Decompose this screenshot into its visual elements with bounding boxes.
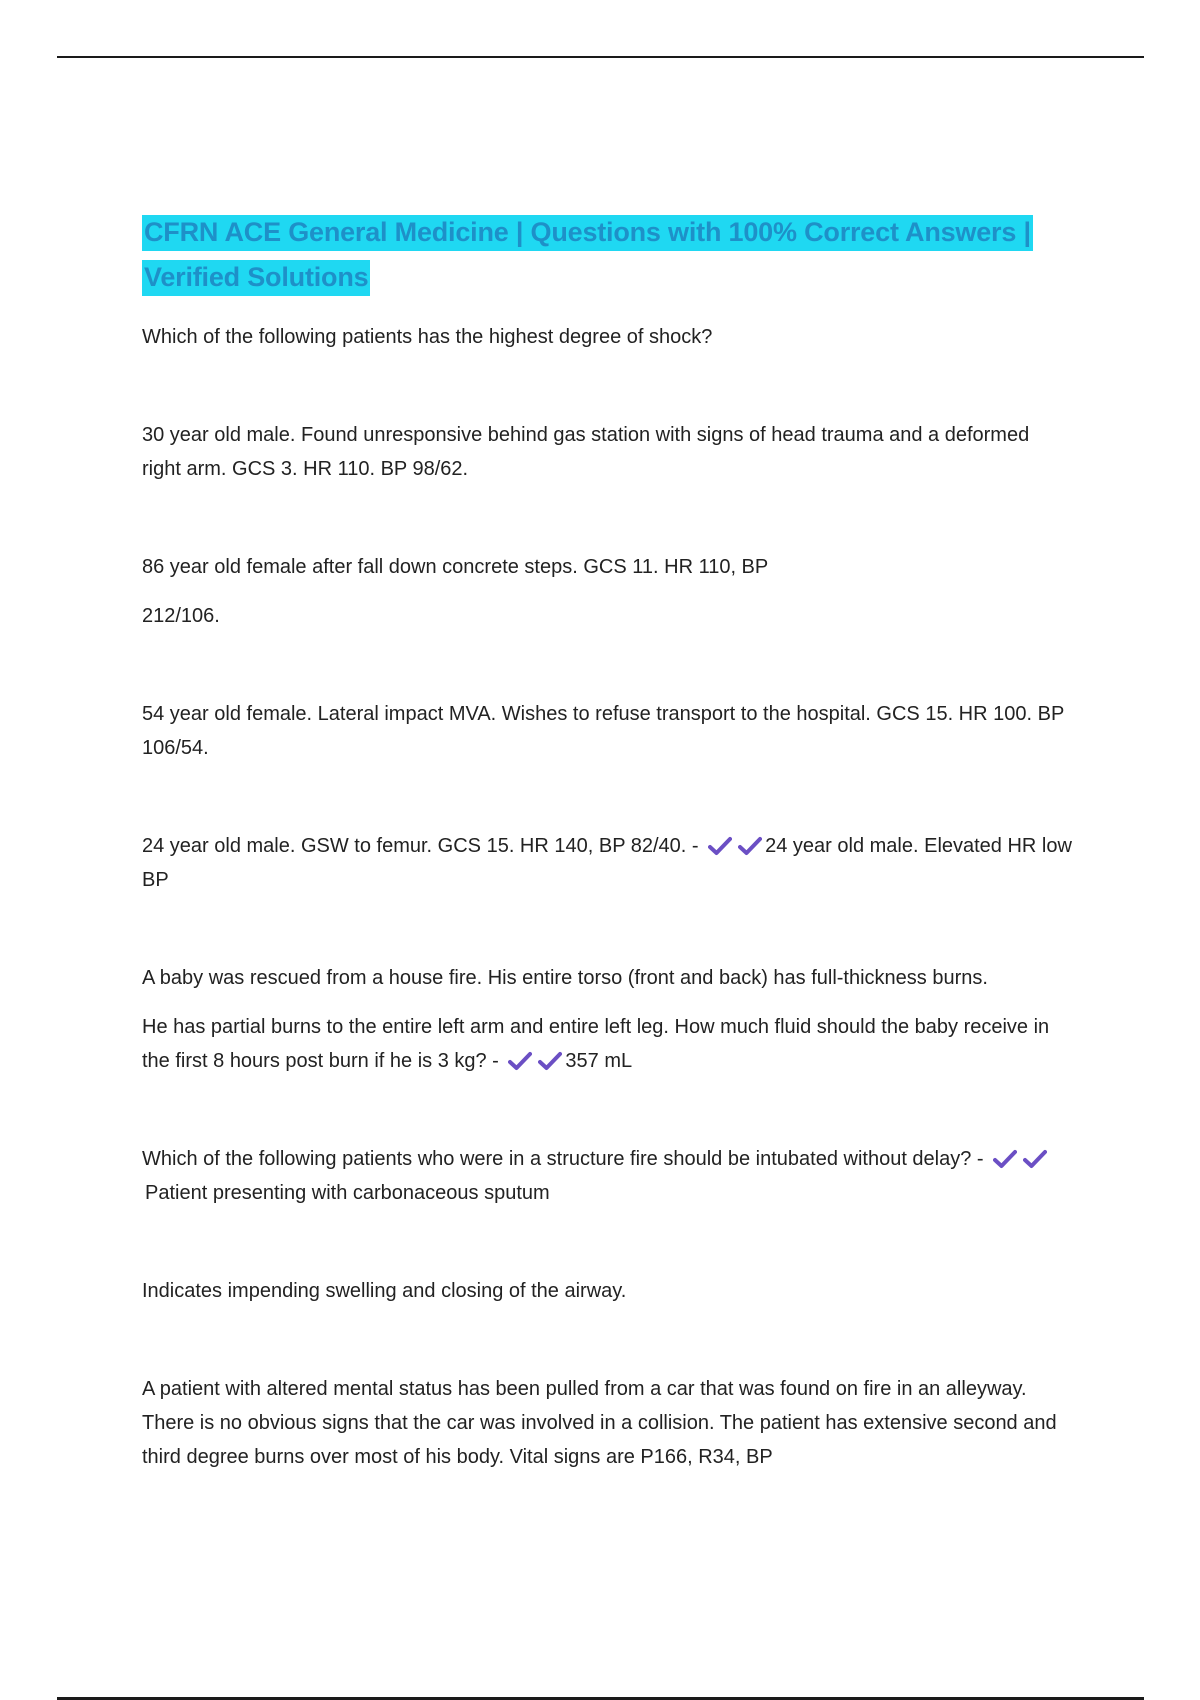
question-shock: Which of the following patients has the highest degree of shock? — [142, 326, 713, 348]
explanation-airway: Indicates impending swelling and closing of the airway. — [142, 1280, 627, 1302]
check-mark-icon — [538, 1051, 562, 1071]
option-patient-2-continued: 212/106. — [142, 605, 220, 627]
document-body — [142, 210, 1072, 1474]
document-title: CFRN ACE General Medicine | Questions with 100% Correct Answers | Verified Solutions — [142, 210, 1072, 300]
answer-text: 357 mL — [565, 1050, 633, 1072]
question-text: Which of the following patients who were in a structure fire should be intubated without delay? - — [142, 1148, 984, 1170]
check-mark-icon — [508, 1051, 532, 1071]
question-baby-burns: A baby was rescued from a house fire. His entire torso (front and back) has full-thickness burns. — [142, 967, 988, 989]
option-patient-1: 30 year old male. Found unresponsive behind gas station with signs of head trauma and a deformed right arm. GCS 3. HR 110. BP 98/62. — [142, 424, 1030, 480]
option-patient-2: 86 year old female after fall down concrete steps. GCS 11. HR 110, BP — [142, 556, 769, 578]
top-rule — [57, 56, 1144, 58]
answer-text: Patient presenting with carbonaceous sputum — [145, 1182, 550, 1204]
option-patient-3: 54 year old female. Lateral impact MVA. Wishes to refuse transport to the hospital. GCS 15. HR 100. BP 106/54. — [142, 703, 1064, 759]
question-car-fire: A patient with altered mental status has been pulled from a car that was found on fire in an alleyway. There is no obvious signs that the car was involved in a collision. The patient has extensive second and third degree burns over most of his body. Vital signs are P166, R34, BP — [142, 1378, 1057, 1468]
question-intubation-with-answer — [142, 1142, 1072, 1210]
check-mark-icon — [738, 836, 762, 856]
check-mark-icon — [708, 836, 732, 856]
question-text: He has partial burns to the entire left arm and entire left leg. How much fluid should the baby receive in the first 8 hours post burn if he is 3 kg? - — [142, 1016, 1050, 1072]
check-mark-icon — [1023, 1149, 1047, 1169]
question-baby-fluid-with-answer — [142, 1010, 1072, 1078]
check-mark-icon — [993, 1149, 1017, 1169]
option-patient-4-with-answer — [142, 829, 1072, 897]
answer-text: 24 year old male. Elevated HR low BP — [142, 835, 1072, 891]
question-text: 24 year old male. GSW to femur. GCS 15. HR 140, BP 82/40. - — [142, 835, 699, 857]
